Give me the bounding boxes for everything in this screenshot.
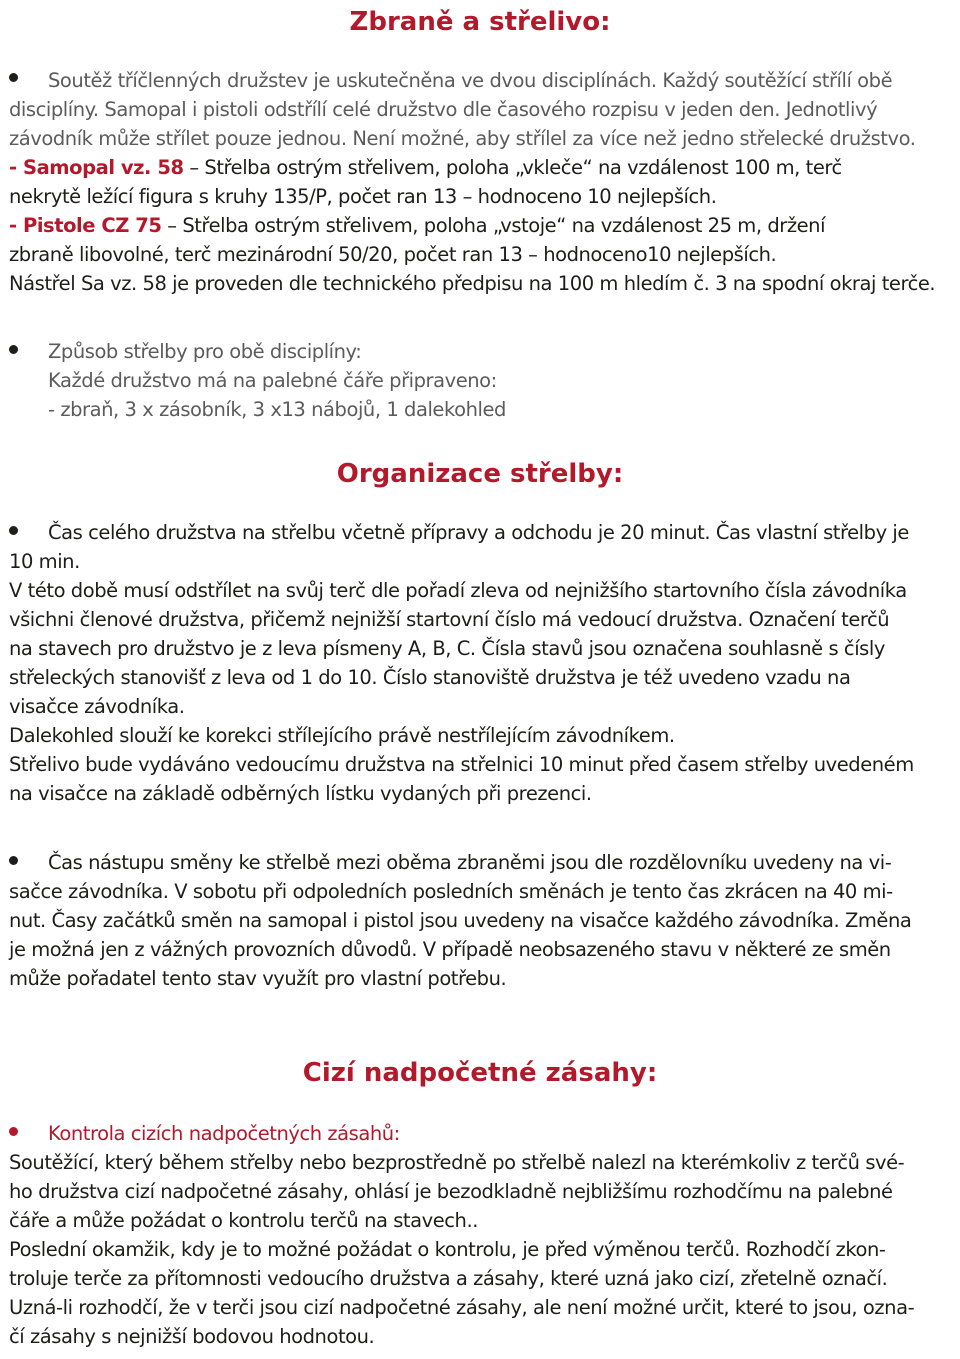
pistole-label: - Pistole CZ 75 <box>9 214 162 237</box>
organization-line: visačce závodníka. <box>9 695 185 718</box>
organization-line: Střelivo bude vydáváno vedoucímu družstva na střelnici 10 minut před časem střelby uvedeném <box>9 753 914 776</box>
schedule-line: Čas nástupu směny ke střelbě mezi oběma zbraněmi jsou dle rozdělovníku uvedeny na vi- <box>48 851 892 874</box>
pistole-line-2: zbraně libovolné, terč mezinárodní 50/20, počet ran 13 – hodnoceno10 nejlepších. <box>9 243 777 266</box>
schedule-line: sačce závodníka. V sobotu při odpoledních posledních směnách je tento čas zkrácen na 40 mi- <box>9 880 893 903</box>
schedule-line: nut. Časy začátků směn na samopal i pistol jsou uvedeny na visačce každého závodníka. Změna <box>9 909 912 932</box>
organization-line: Dalekohled slouží ke korekci střílejícího právě nestřílejícím závodníkem. <box>9 724 675 747</box>
organization-line: V této době musí odstřílet na svůj terč dle pořadí zleva od nejnižšího startovního čísla závodníka <box>9 579 907 602</box>
method-line: Způsob střelby pro obě disciplíny: <box>48 340 362 363</box>
pistole-line-1 <box>9 216 825 236</box>
nastrel-line: Nástřel Sa vz. 58 je proveden dle technického předpisu na 100 m hledím č. 3 na spodní okraj terče. <box>9 272 936 295</box>
organization-line: na visačce na základě odběrných lístku vydaných při prezenci. <box>9 782 592 805</box>
foreign-hits-line: Soutěžící, který během střelby nebo bezprostředně po střelbě nalezl na kterémkoliv z terčů své- <box>9 1151 905 1174</box>
samopal-text: – Střelba ostrým střelivem, poloha „vkleče“ na vzdálenost 100 m, terč <box>183 156 842 179</box>
foreign-hits-line: čáře a může požádat o kontrolu terčů na stavech.. <box>9 1209 478 1232</box>
foreign-hits-line: troluje terče za přítomnosti vedoucího družstva a zásahy, které uzná jako cizí, zřetelně označí. <box>9 1267 888 1290</box>
section-heading-foreign-hits: Cizí nadpočetné zásahy: <box>302 1058 658 1088</box>
foreign-hits-line: Poslední okamžik, kdy je to možné požádat o kontrolu, je před výměnou terčů. Rozhodčí zkon- <box>9 1238 886 1261</box>
schedule-line: může pořadatel tento stav využít pro vlastní potřebu. <box>9 967 507 990</box>
schedule-line: je možná jen z vážných provozních důvodů. V případě neobsazeného stavu v některé ze směn <box>9 938 891 961</box>
method-line: - zbraň, 3 x zásobník, 3 x13 nábojů, 1 dalekohled <box>48 398 506 421</box>
weapons-intro-line: Soutěž tříčlenných družstev je uskutečněna ve dvou disciplínách. Každý soutěžící střílí obě <box>48 69 893 92</box>
weapons-intro-line: závodník může střílet pouze jednou. Není možné, aby střílel za více než jedno střelecké družstvo. <box>9 127 916 150</box>
organization-line: Čas celého družstva na střelbu včetně přípravy a odchodu je 20 minut. Čas vlastní střelby je <box>48 521 909 544</box>
bullet-icon <box>9 526 18 535</box>
foreign-hits-line: ho družstva cizí nadpočetné zásahy, ohlásí je bezodkladně nejbližšímu rozhodčímu na palebné <box>9 1180 893 1203</box>
samopal-line-2: nekrytě ležící figura s kruhy 135/P, počet ran 13 – hodnoceno 10 nejlepších. <box>9 185 717 208</box>
organization-line: střeleckých stanovišť z leva od 1 do 10. Číslo stanoviště družstva je též uvedeno vzadu na <box>9 666 851 689</box>
organization-line: na stavech pro družstvo je z leva písmeny A, B, C. Čísla stavů jsou označena souhlasně s čísly <box>9 637 885 660</box>
organization-line: všichni členové družstva, přičemž nejnižší startovní číslo má vedoucí družstva. Označení terčů <box>9 608 890 631</box>
method-line: Každé družstvo má na palebné čáře připraveno: <box>48 369 497 392</box>
pistole-text: – Střelba ostrým střelivem, poloha „vstoje“ na vzdálenost 25 m, držení <box>161 214 826 237</box>
section-heading-organization: Organizace střelby: <box>336 459 624 489</box>
foreign-hits-line: čí zásahy s nejnižší bodovou hodnotou. <box>9 1325 375 1348</box>
organization-line: 10 min. <box>9 550 80 573</box>
bullet-icon <box>9 73 18 82</box>
foreign-hits-subheading: Kontrola cizích nadpočetných zásahů: <box>48 1122 400 1145</box>
bullet-icon <box>9 856 18 865</box>
samopal-label: - Samopal vz. 58 <box>9 156 184 179</box>
section-heading-weapons: Zbraně a střelivo: <box>349 7 611 37</box>
bullet-icon <box>9 1127 18 1136</box>
weapons-intro-line: disciplíny. Samopal i pistoli odstřílí celé družstvo dle časového rozpisu v jeden den. Jednotlivý <box>9 98 878 121</box>
foreign-hits-line: Uzná-li rozhodčí, že v terči jsou cizí nadpočetné zásahy, ale není možné určit, které to jsou, ozna- <box>9 1296 915 1319</box>
samopal-line-1 <box>9 158 842 178</box>
bullet-icon <box>9 345 18 354</box>
